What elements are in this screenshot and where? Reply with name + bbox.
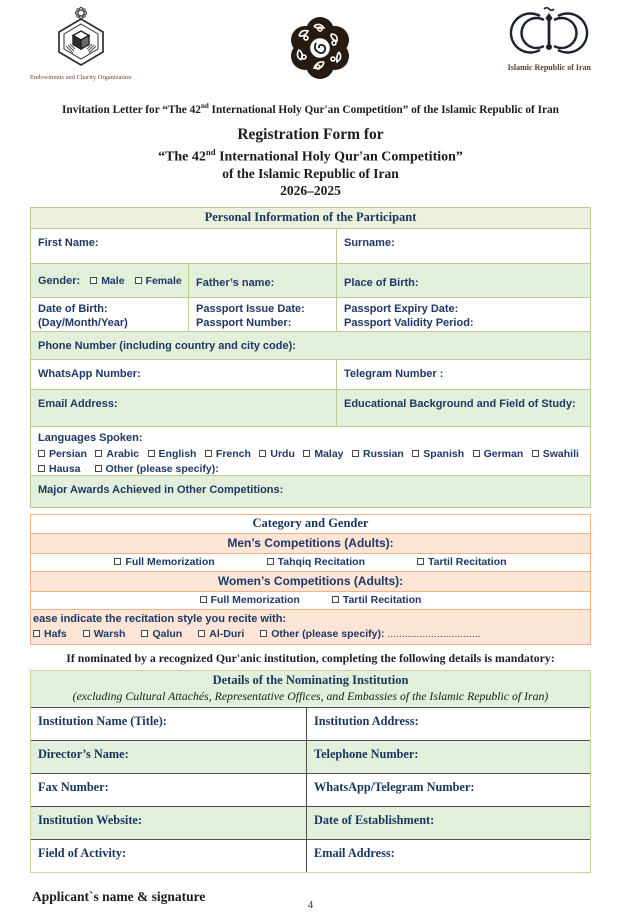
checkbox-icon [259,450,266,457]
whatsapp-label: WhatsApp Number: [38,368,141,381]
telephone-number-field [306,741,590,773]
table-row [31,806,590,839]
language-option [95,448,139,460]
gender-label: Gender: [38,274,81,287]
option-label: Other (please specify): [271,628,385,641]
checkbox-icon [114,558,121,565]
checkbox-icon [303,450,310,457]
male-label: Male [101,274,125,287]
languages-label: Languages Spoken: [38,432,143,445]
checkbox-icon [267,558,274,565]
first-name-label: First Name: [38,237,99,250]
dotted-line: ................................ [387,628,481,641]
invitation-line [30,102,591,116]
passport-expiry-label: Passport Expiry Date: [344,303,459,316]
email-label: Email Address: [38,398,118,411]
institution-email-field [306,840,590,872]
table-row [31,297,590,331]
language-option [38,463,81,475]
language-option [148,448,197,460]
invitation-suffix: International Holy Qur'an Competition” of the Islamic Republic of Iran [208,103,559,116]
category-section-header: Category and Gender [252,516,369,531]
option-label: Full Memorization [125,556,215,569]
personal-section-header: Personal Information of the Participant [31,208,590,228]
institution-name-label: Institution Name (Title): [38,714,167,729]
table-row [31,426,590,475]
language-label: Urdu [270,448,295,461]
option-label: Full Memorization [210,594,300,607]
language-option [532,448,579,460]
checkbox-icon [33,630,40,637]
institution-name-field [31,708,306,740]
language-label: Spanish [423,448,465,461]
father-name-field [188,264,336,297]
recitation-option [83,628,126,640]
date-of-birth-field [31,298,188,331]
recitation-option [141,628,182,640]
place-of-birth-field [336,264,590,297]
languages-field [31,427,590,475]
competition-logo-block [283,12,357,89]
language-option [205,448,251,460]
option-label: Qalun [152,628,183,641]
language-label: Arabic [106,448,140,461]
checkbox-icon [532,450,539,457]
languages-options-row-2 [38,463,583,475]
checkbox-icon [95,450,102,457]
date-of-birth-label: Date of Birth: [38,303,108,316]
passport-issue-label: Passport Issue Date: [196,303,305,316]
email-field [31,390,336,426]
language-label: Swahili [542,448,579,461]
checkbox-icon [141,630,148,637]
passport-expiry-field [336,298,590,331]
surname-label: Surname: [344,237,395,250]
awards-label: Major Awards Achieved in Other Competitions: [38,484,284,497]
checkbox-icon [352,450,359,457]
title-line-3: of the Islamic Republic of Iran [222,166,399,182]
institution-website-field [31,807,306,839]
option-label: Hafs [44,628,67,641]
page-number: 4 [307,899,314,912]
checkbox-icon [38,450,45,457]
option-label: Tartil Recitation [342,594,422,607]
competition-option [267,556,365,568]
language-label: Hausa [49,463,81,476]
languages-options-row-1 [38,448,583,460]
telephone-number-label: Telephone Number: [314,747,419,762]
institution-website-label: Institution Website: [38,813,142,828]
iran-emblem-icon [519,6,579,61]
title-line-2-superscript: nd [205,146,216,157]
page-footer [30,887,591,913]
womens-competitions-header: Women’s Competitions (Adults): [31,571,590,591]
telegram-label: Telegram Number : [344,368,444,381]
language-label: Persian [49,448,87,461]
table-row [31,475,590,507]
fax-number-field [31,774,306,806]
language-label: English [158,448,197,461]
language-label: French [215,448,251,461]
checkbox-icon [205,450,212,457]
recitation-prompt-label: ease indicate the recitation style you recite with: [33,613,287,626]
language-option [352,448,404,460]
establishment-date-label: Date of Establishment: [314,813,435,828]
whatsapp-field [31,360,336,389]
education-label: Educational Background and Field of Study: [344,398,576,411]
table-row [31,228,590,263]
table-row [31,263,590,297]
passport-number-label: Passport Number: [196,317,292,330]
language-option [38,448,87,460]
checkbox-icon [332,596,339,603]
whatsapp-telegram-label: WhatsApp/Telegram Number: [314,780,475,795]
title-year: 2026–2025 [280,183,341,199]
checkbox-icon [95,465,102,472]
education-field [336,390,590,426]
table-row [31,773,590,806]
fax-number-label: Fax Number: [38,780,109,795]
institution-section-header [31,671,590,707]
language-option [303,448,343,460]
other-language-label: Other (please specify): [105,463,219,476]
language-option [412,448,464,460]
table-row [31,839,590,872]
language-label: Russian [362,448,404,461]
language-label: Malay [314,448,344,461]
recitation-style-block [31,609,590,644]
checkbox-icon [198,630,205,637]
female-label: Female [145,274,182,287]
table-row [31,707,590,740]
table-row [31,389,590,426]
title-line-2-suffix: International Holy Qur'an Competition” [215,149,463,165]
passport-issue-field [188,298,336,331]
checkbox-icon [200,596,207,603]
signature-label: Applicant`s name & signature [32,889,206,905]
gender-female-option [135,275,182,287]
calligraphy-rosette-icon [283,12,357,89]
place-of-birth-label: Place of Birth: [344,277,419,290]
field-of-activity-field [31,840,306,872]
nominating-institution-table [30,670,591,873]
womens-options-row [31,591,590,609]
table-row [31,359,590,389]
director-name-label: Director’s Name: [38,747,129,762]
option-label: Warsh [93,628,126,641]
institution-address-field [306,708,590,740]
title-line-1: Registration Form for [237,125,384,143]
title-line-2-prefix: “The 42 [158,149,206,165]
language-option [473,448,524,460]
male-checkbox-icon [90,277,97,284]
table-row [31,331,590,359]
competition-option [417,556,507,568]
option-label: Al-Duri [209,628,245,641]
institution-address-label: Institution Address: [314,714,419,729]
surname-field [336,229,590,263]
telegram-field [336,360,590,389]
checkbox-icon [38,465,45,472]
checkbox-icon [473,450,480,457]
endowments-logo-block [30,6,132,81]
whatsapp-telegram-field [306,774,590,806]
checkbox-icon [83,630,90,637]
endowments-emblem-icon [49,6,113,73]
endowments-logo-caption: Endowments and Charity Organization [30,74,132,81]
recitation-option [198,628,244,640]
nomination-note: If nominated by a recognized Qur'anic institution, completing the following details is mandatory: [66,651,555,666]
checkbox-icon [260,630,267,637]
field-of-activity-label: Field of Activity: [38,846,127,861]
logo-header [30,6,591,90]
category-gender-table [30,514,591,645]
passport-validity-label: Passport Validity Period: [344,317,474,330]
gender-male-option [90,275,124,287]
recitation-options-row [33,628,584,640]
establishment-date-field [306,807,590,839]
phone-number-label: Phone Number (including country and city code): [38,340,296,353]
invitation-superscript: nd [200,102,209,110]
checkbox-icon [412,450,419,457]
recitation-other-option [260,628,480,640]
option-label: Tartil Recitation [427,556,507,569]
competition-option [332,594,422,606]
page-title [30,125,591,201]
checkbox-icon [148,450,155,457]
language-other-option [95,463,219,475]
language-label: German [483,448,524,461]
first-name-field [31,229,336,263]
father-name-label: Father’s name: [196,277,275,290]
language-option [259,448,295,460]
institution-section-subtitle: (excluding Cultural Attachés, Representative Offices, and Embassies of the Islamic Republic of Iran) [72,689,549,704]
title-line-2 [30,144,591,166]
mens-competitions-header: Men’s Competitions (Adults): [31,533,590,553]
recitation-option [33,628,67,640]
institution-email-label: Email Address: [314,846,395,861]
invitation-prefix: Invitation Letter for “The 42 [62,103,201,116]
date-format-label: (Day/Month/Year) [38,317,128,330]
competition-option [200,594,300,606]
mens-options-row [31,553,590,571]
phone-number-field [31,332,590,359]
institution-section-title: Details of the Nominating Institution [212,673,409,688]
competition-option [114,556,214,568]
option-label: Tahqiq Recitation [277,556,365,569]
gender-field [31,264,188,297]
iran-logo-caption: Islamic Republic of Iran [507,63,591,72]
personal-information-table [30,207,591,508]
checkbox-icon [417,558,424,565]
table-row [31,740,590,773]
awards-field [31,476,590,507]
iran-logo-block [508,6,591,72]
director-name-field [31,741,306,773]
female-checkbox-icon [135,277,142,284]
